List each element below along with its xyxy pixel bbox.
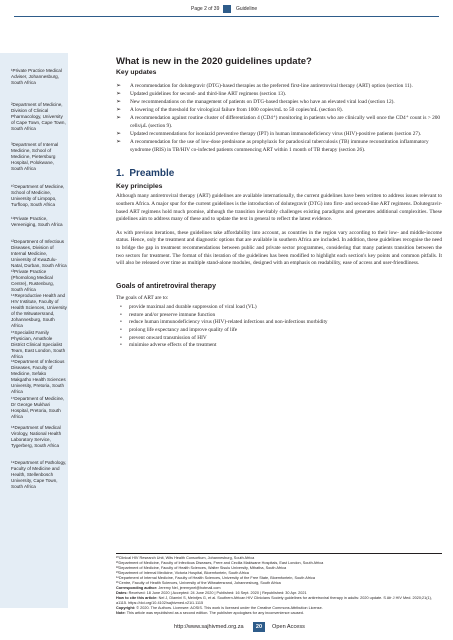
page-indicator: Page 2 of 39 [191, 6, 220, 12]
goals-heading: Goals of antiretroviral therapy [116, 282, 216, 290]
page-footer [0, 621, 453, 633]
paragraph: Although many antiretroviral therapy (ART) guidelines are available internationally, the current guidelines have been written to address issues relevant to southern Africa. A major spur for the current guidelines is the introduction of dolutegravir (DTG) into first- and second-line ART regimens. Dolutegravir-based ART regimens hold much promise, although the transition inevitably challenges existing paradigms and generates additional complexities. These guidelines aim to address many of these and to update the text in general to reflect the latest evidence. [116, 193, 442, 223]
arrow-bullet-icon: ➢ [116, 115, 122, 122]
affiliation: ¹³Private Practice (Phomolong Medical Centre), Rustenburg, South Africa [11, 269, 54, 292]
arrow-bullet-icon: ➢ [116, 131, 122, 138]
affiliation: ¹Private Practice Medical Adviser, Johannesburg, South Africa [11, 68, 62, 85]
goals-intro: The goals of ART are to: [116, 294, 169, 301]
page-number: 20 [253, 622, 265, 632]
footnote: ²⁰Clinical HIV Research Unit, Wits Health Consortium, Johannesburg, South Africa [116, 556, 255, 560]
affiliation: ¹⁵Specialist Family Physician, Amathole District Clinical Specialist Team, East London, South Africa [11, 330, 66, 359]
list-item: • reduce human immunodeficiency virus (HIV)-related infectious and non-infectious morbidity [116, 319, 442, 327]
main-content [116, 56, 442, 350]
key-updates-heading: Key updates [116, 69, 157, 76]
page-header [0, 4, 453, 14]
affiliation: ¹⁰Department of Medicine, School of Medicine, University of Limpopo, Turfloop, South Africa [11, 184, 65, 207]
affiliation: ¹⁶Department of Infectious Diseases, Faculty of Medicine, Sefako Makgatho Health Sciences University, Pretoria, South Africa [11, 359, 66, 394]
list-item: ➢ A recommendation against routine cluster of differentiation 4 (CD4⁺) monitoring in patients who are clinically well once the CD4⁺ count is > 200 cells/μL (section 9). [116, 115, 441, 129]
section-number: 1. [116, 168, 125, 180]
list-item: • prolong life expectancy and improve quality of life [116, 327, 442, 335]
header-rule [14, 16, 439, 17]
article-title: What is new in the 2020 guidelines update? [116, 56, 312, 67]
section-heading [116, 168, 442, 180]
affiliation: ¹¹Private Practice, Vereeniging, South Africa [11, 216, 63, 227]
footnote: ²¹Department of Medicine, Faculty of Infectious Diseases, Frere and Cecilia Makiwane Hospitals, East London, South Africa [116, 561, 324, 565]
key-principles-heading: Key principles [116, 183, 163, 191]
footnote: ²²Department of Medicine, Faculty of Health Sciences, Walter Sisulu University, Mthatha, South Africa [116, 566, 287, 570]
arrow-bullet-icon: ➢ [116, 83, 122, 89]
list-item: ➢ A lowering of the threshold for virological failure from 1000 copies/mL to 50 copies/mL (section 8). [116, 107, 343, 114]
arrow-bullet-icon: ➢ [116, 107, 122, 114]
arrow-bullet-icon: ➢ [116, 99, 122, 106]
affiliation: ¹⁴Reproductive Health and HIV Institute, Faculty of Health Sciences, University of the Witwatersrand, Johannesburg, South Africa [11, 293, 67, 328]
footnotes [116, 556, 442, 616]
affiliations-sidebar [0, 53, 68, 608]
paragraph: As with previous iterations, these guidelines take affordability into account, as countries in the region vary according to their low- and middle-income status. Hence, only the treatment and diagnostic options that are available in southern Africa are included. In addition, these guidelines recognise the need to bridge the gap in treatment recommendations between public and private sector programmes, considering that many patients transition between the two sectors for treatment. The format of this iteration of the guidelines has been modified to highlight each section's key points and common pitfalls. It will also be released over time as multiple stand-alone modules, designed with an emphasis on readability, ease of access and user-friendliness. [116, 229, 442, 267]
key-updates-list [116, 83, 442, 154]
footnote: ²⁴Department of Internal Medicine, Faculty of Health Sciences, University of the Free State, Bloemfontein, South Africa [116, 576, 315, 580]
arrow-bullet-icon: ➢ [116, 91, 122, 98]
section-title: Preamble [129, 168, 175, 180]
affiliation: ³Department of Internal Medicine, School of Medicine, Pietersburg Hospital, Polokwane, South Africa [11, 142, 59, 171]
arrow-bullet-icon: ➢ [116, 139, 122, 146]
corresponding-author: Corresponding author: Jeremy Nel, jeremynel@hotmail.com [116, 586, 221, 590]
list-item: • minimise adverse effects of the treatment [116, 342, 442, 350]
list-item: • provide maximal and durable suppression of viral load (VL) [116, 304, 442, 312]
copyright: Copyright: © 2020. The Authors. Licensee: AOSIS. This work is licensed under the Creative Commons Attribution License. [116, 606, 323, 610]
list-item: • restore and/or preserve immune function [116, 312, 442, 320]
article-dates: Dates: Received: 18 June 2020 | Accepted: 24 June 2020 | Published: 16 Sept. 2020 | Republished: 30 Apr. 2021 [116, 591, 307, 595]
journal-link[interactable]: http://www.sajhivmed.org.za [174, 624, 244, 630]
affiliation: ¹⁹Department of Pathology, Faculty of Medicine and Health, Stellenbosch University, Cape Town, South Africa [11, 460, 67, 489]
affiliation: ¹²Department of Infectious Diseases, Division of Internal Medicine, University of KwaZulu-Natal, Durban, South Africa [11, 239, 67, 268]
section-label: Guideline [236, 6, 258, 12]
open-access-label: Open Access [272, 624, 305, 630]
republish-note: Note: This article was republished as a second edition. The publisher apologises for any inconvenience caused. [116, 611, 304, 615]
affiliation: ¹⁸Department of Medical Virology, National Health Laboratory Service, Tygerberg, South Africa [11, 425, 62, 448]
list-item: • prevent onward transmission of HIV [116, 335, 442, 343]
header-separator [223, 5, 231, 13]
list-item: ➢ Updated recommendations for isoniazid preventive therapy (IPT) in human immunodeficiency virus (HIV)-positive patients (section 27). [116, 131, 422, 138]
list-item: ➢ A recommendation for dolutegravir (DTG)-based therapies as the preferred first-line antiretroviral therapy (ART) option (section 11). [116, 83, 413, 89]
list-item: ➢ Updated guidelines for second- and third-line ART regimens (section 13). [116, 91, 287, 98]
footnote: ²⁵Centre, Faculty of Health Sciences, University of the Witwatersrand, Johannesburg, South Africa [116, 581, 281, 585]
affiliation: ²Department of Medicine, Division of Clinical Pharmacology, University of Cape Town, Cape Town, South Africa [11, 102, 66, 131]
list-item: ➢ A recommendation for the use of low-dose prednisone as prophylaxis for paradoxical tuberculosis (TB) immune reconstitution inflammatory syndrome (IRIS) in TB/HIV co-infected patients commencing ART within 1 month of TB therapy (section 26). [116, 139, 429, 153]
affiliation: ¹⁷Department of Medicine, Dr George Mukhari Hospital, Pretoria, South Africa [11, 396, 65, 419]
list-item: ➢ New recommendations on the management of patients on DTG-based therapies who have an elevated viral load (section 12). [116, 99, 395, 106]
goals-list [116, 304, 442, 350]
citation: How to cite this article: Nel J, Dlamini S, Meintjes G, et al. Southern African HIV Clinicians Society guidelines for antiretroviral therapy in adults: 2020 update. S Afr J HIV Med. 2020;21(1), a1115. https://doi.org/10.4102/sajhivmed.v21i1.1115 [116, 596, 432, 605]
footnote-rule [116, 553, 442, 554]
footnote: ²³Department of Internal Medicine, Victoria Hospital, Bloemfontein, South Africa [116, 571, 249, 575]
